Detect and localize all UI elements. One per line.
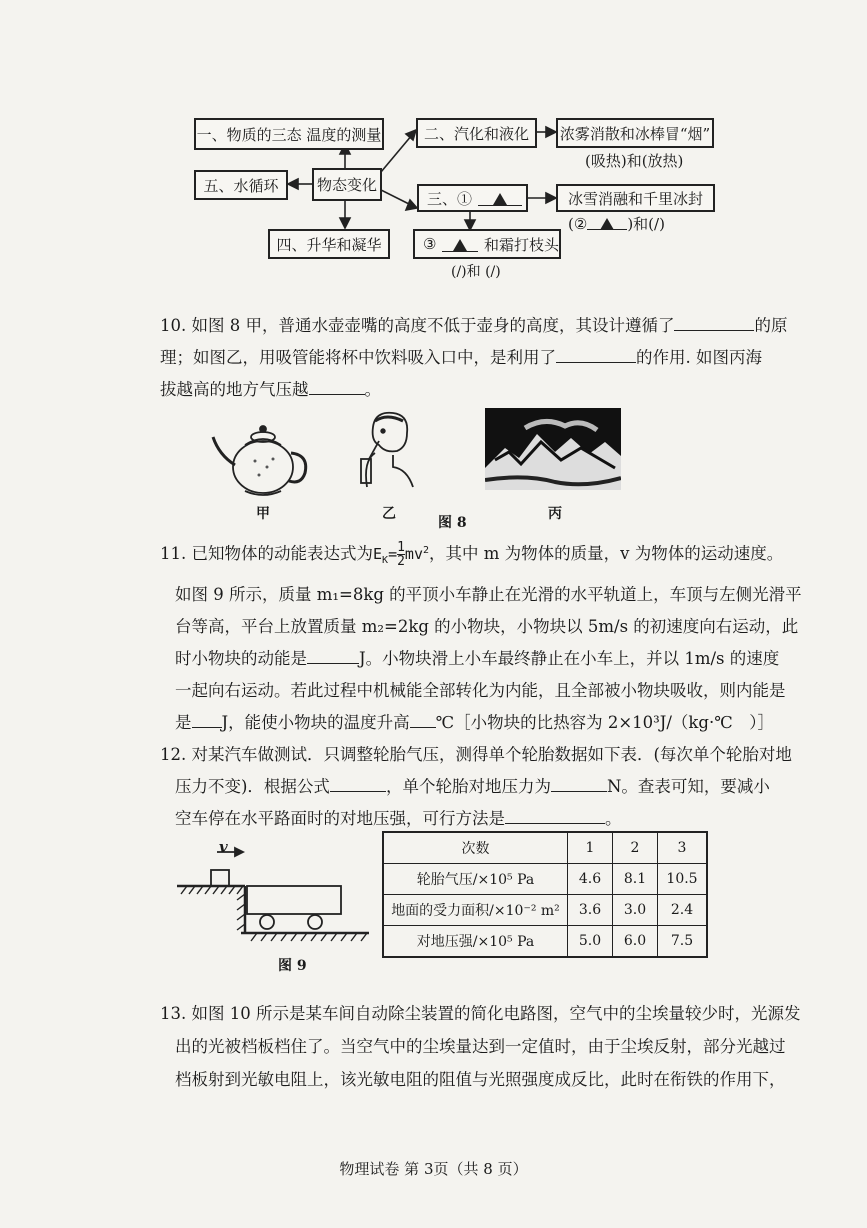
q10-blank-3[interactable]	[309, 380, 365, 395]
q11-text: J。小物块滑上小车最终静止在小车上，并以 1m/s 的速度	[359, 649, 780, 668]
q12-blank-3[interactable]	[505, 809, 605, 824]
map-box-label: 四、升华和凝华	[276, 235, 382, 254]
q13-text: 档板射到光敏电阻上，该光敏电阻的阻值与光照强度成反比，此时在衔铁的作用下，	[175, 1070, 786, 1089]
q11-text: 如图 9 所示，质量 m₁=8kg 的平顶小车静止在光滑的水平轨道上，车顶与左侧光滑平	[175, 585, 802, 604]
fig8-caption-bing: 丙	[548, 506, 562, 522]
map-box-vaporization	[416, 118, 537, 148]
table-cell: 8.1	[613, 864, 658, 895]
boy-straw-figure	[353, 407, 423, 497]
q12-blank-2[interactable]	[551, 777, 607, 792]
q11-blank-3[interactable]	[410, 713, 436, 728]
map-note-frost: (/)和 (/)	[451, 264, 501, 280]
teapot-figure	[205, 415, 315, 500]
map-box-snow-ice	[556, 184, 715, 212]
fig8-caption: 图 8	[438, 515, 467, 531]
table-row	[383, 864, 707, 895]
q10-text: 的原	[754, 316, 788, 335]
map-note-fog: (吸热)和(放热)	[585, 152, 684, 170]
blank-2[interactable]	[587, 214, 627, 230]
map-box-label: 三、①	[427, 189, 473, 208]
q10-text: 理；如图乙，用吸管能将杯中饮料吸入口中，是利用了	[160, 348, 556, 367]
map-box-frost	[413, 229, 561, 259]
table-header-cell: 2	[613, 832, 658, 864]
table-cell: 3.6	[568, 895, 613, 926]
map-box-label: 二、汽化和液化	[423, 124, 529, 143]
map-note-snow	[568, 214, 665, 234]
triangle-icon	[493, 193, 507, 205]
q10-blank-1[interactable]	[674, 316, 754, 331]
q12-text: N。查表可知，要减小	[606, 777, 770, 796]
formula-mv: mv	[404, 545, 423, 563]
table-cell: 3.0	[613, 895, 658, 926]
map-center-phase-change	[312, 168, 382, 201]
q11-blank-1[interactable]	[307, 649, 359, 664]
map-box-label: 五、水循环	[203, 176, 279, 195]
triangle-icon	[453, 239, 467, 251]
table-header-cell: 1	[568, 832, 613, 864]
fraction-numerator: 1	[397, 540, 405, 555]
map-box-label: ③	[423, 235, 437, 253]
map-box-label: 和霜打枝头	[483, 235, 559, 254]
q10-text: 拔越高的地方气压越	[160, 380, 309, 399]
q13-text: 13. 如图 10 所示是某车间自动除尘装置的简化电路图，空气中的尘埃量较少时，光源发	[160, 1004, 801, 1023]
table-cell: 4.6	[568, 864, 613, 895]
q11-text: 11. 已知物体的动能表达式为	[160, 544, 373, 563]
table-cell: 2.4	[658, 895, 708, 926]
q13-text: 出的光被档板档住了。当空气中的尘埃量达到一定值时，由于尘埃反射，部分光越过	[175, 1037, 786, 1056]
kinetic-energy-formula	[373, 540, 430, 569]
fig8-caption-jia: 甲	[256, 506, 270, 522]
q11-text: J，能使小物块的温度升高	[221, 713, 410, 732]
note-prefix: (②	[568, 215, 588, 233]
formula-eq: =	[388, 545, 398, 563]
table-row-label: 轮胎气压/×10⁵ Pa	[383, 864, 568, 895]
mountain-photo-art	[485, 408, 621, 490]
table-header-cell: 3	[658, 832, 708, 864]
q12-text: 。	[605, 809, 622, 828]
fraction-denominator: 2	[397, 554, 405, 569]
blank-1[interactable]	[478, 190, 522, 206]
blank-3[interactable]	[442, 236, 478, 252]
table-header-cell: 次数	[383, 832, 568, 864]
table-cell: 7.5	[658, 926, 708, 958]
fig8-caption-yi: 乙	[382, 506, 396, 522]
cart-figure	[175, 838, 375, 943]
map-box-states-temperature	[194, 118, 384, 150]
q10-blank-2[interactable]	[556, 348, 636, 363]
map-box-water-cycle	[194, 170, 288, 200]
q11-text: 是	[175, 713, 192, 732]
table-header-row	[383, 832, 707, 864]
formula-fraction	[397, 541, 405, 568]
table-cell: 10.5	[658, 864, 708, 895]
q12-text: 压力不变)．根据公式	[175, 777, 330, 796]
formula-mv-sup: 2	[422, 545, 430, 556]
table-row-label: 对地压强/×10⁵ Pa	[383, 926, 568, 958]
q11-text: 台等高，平台上放置质量 m₂=2kg 的小物块，小物块以 5m/s 的初速度向右运动，此	[175, 617, 799, 636]
fig9-caption: 图 9	[278, 958, 307, 974]
velocity-label: v	[219, 838, 228, 856]
q10-text: 10. 如图 8 甲，普通水壶壶嘴的高度不低于壶身的高度，其设计遵循了	[160, 316, 675, 335]
table-cell: 6.0	[613, 926, 658, 958]
triangle-icon	[600, 218, 614, 230]
map-box-label: 一、物质的三态 温度的测量	[196, 125, 382, 144]
q12-blank-1[interactable]	[330, 777, 386, 792]
mountain-photo	[485, 408, 621, 490]
table-cell: 5.0	[568, 926, 613, 958]
formula-ek-sub: K	[382, 555, 389, 566]
q12-text: 12. 对某汽车做测试．只调整轮胎气压，测得单个轮胎数据如下表．(每次单个轮胎对地	[160, 745, 792, 764]
table-row	[383, 895, 707, 926]
q10-text: 。	[364, 380, 381, 399]
q11-text: 时小物块的动能是	[175, 649, 307, 668]
map-box-melting	[417, 184, 528, 212]
q11-text: ℃［小物块的比热容为 2×10³J/（kg·℃ ）］	[435, 713, 774, 732]
map-center-label: 物态变化	[316, 176, 377, 194]
map-box-label: 浓雾消散和冰棒冒“烟”	[559, 124, 711, 143]
page-footer: 物理试卷 第 3页（共 8 页）	[339, 1160, 528, 1178]
q11-text: 一起向右运动。若此过程中机械能全部转化为内能，且全部被小物块吸收，则内能是	[175, 681, 786, 700]
table-row-label: 地面的受力面积/×10⁻² m²	[383, 895, 568, 926]
table-row	[383, 926, 707, 958]
note-suffix: )和(/)	[627, 215, 665, 233]
map-box-sublimation	[268, 229, 390, 259]
q10-text: 的作用. 如图丙海	[636, 348, 762, 367]
q11-blank-2[interactable]	[192, 713, 222, 728]
tire-data-table	[382, 831, 708, 958]
q11-text: ，其中 m 为物体的质量，v 为物体的运动速度。	[429, 544, 784, 563]
map-box-label: 冰雪消融和千里冰封	[567, 189, 703, 208]
map-box-fog	[556, 118, 714, 148]
formula-ek: E	[373, 545, 383, 563]
q12-text: 空车停在水平路面时的对地压强，可行方法是	[175, 809, 505, 828]
q12-text: ，单个轮胎对地压力为	[385, 777, 551, 796]
